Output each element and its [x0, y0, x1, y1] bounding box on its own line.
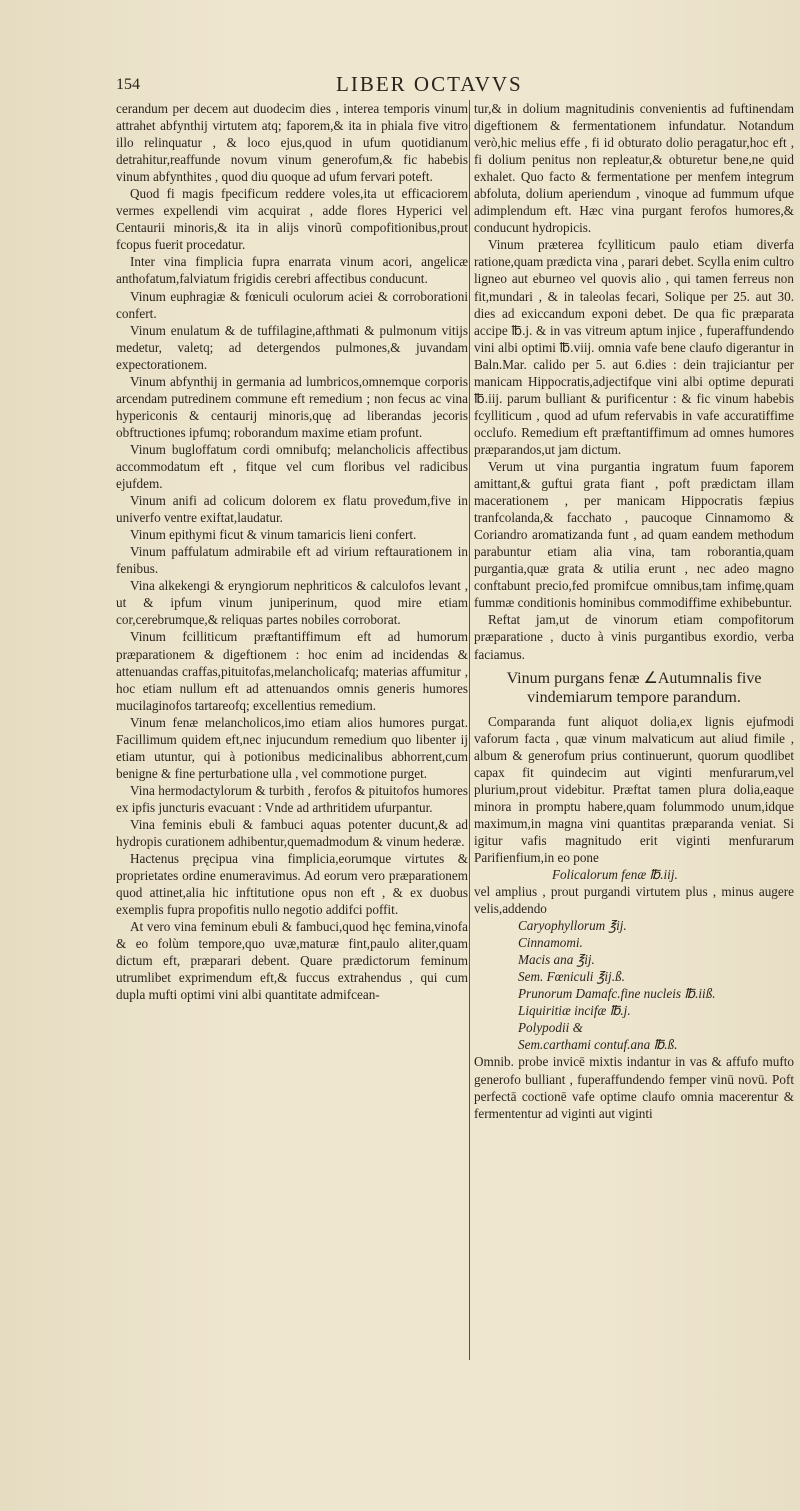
- paragraph: Vinum epithymi ficut & vinum tamaricis lieni confert.: [130, 527, 417, 543]
- paragraph: Vinum fenæ melancholicos,imo etiam alios humores purgat. Facillimum quidem eft,nec injucundum remedium quo libenter ij etiam utuntur, qui à potionibus medicinalibus abhorrent,cum benigne & fine perturbatione ulla , vel commotione purget.: [116, 714, 468, 781]
- paragraph: Vina hermodactylorum & turbith , ferofos & pituitofos humores ex ipfis juncturis evacuant : Vnde ad arthritidem ufurpantur.: [116, 782, 468, 815]
- paragraph: Omnib. probe invicē mixtis indantur in vas & affufo mufto generofo bulliant , fuperaffundendo femper vinū novū. Poft perfectā coctionē vafe optime claufo omnia macerentur & fermententur ad viginti aut viginti: [474, 1054, 794, 1121]
- recipe-item: Polypodii &: [518, 1020, 583, 1036]
- paragraph: Vinum euphragiæ & fœniculi oculorum aciei & corroborationi confert.: [116, 288, 468, 321]
- recipe-line: Folicalorum fenæ ℔.iij.: [552, 866, 678, 882]
- right-column: [474, 100, 794, 1122]
- running-head: LIBER OCTAVVS: [336, 72, 523, 96]
- recipe-item: Sem.carthami contuf.ana ℔.ß.: [518, 1037, 678, 1053]
- recipe-item: Caryophyllorum ℥ij.: [518, 918, 627, 934]
- column-divider: [469, 100, 470, 1360]
- paragraph: Comparanda funt aliquot dolia,ex lignis ejufmodi vaforum facta , quæ vinum malvaticum aut aliud fimile , album & generofum prius continuerunt, quorum quodlibet capax fit quindecim aut viginti menfurarum,vel plurium,prout videbitur. Præftat tamen plura dolia,eaque minora in promptu habere,quam folummodo unum,idque maximum,in magna vini quantitas præparanda veniat. Si igitur vafis magnitudo erit viginti menfurarum Parifienfium,in eo pone: [474, 713, 794, 865]
- page-number: 154: [116, 76, 140, 93]
- paragraph: Vinum paffulatum admirabile eft ad virium reftaurationem in fenibus.: [116, 544, 468, 577]
- paragraph: cerandum per decem aut duodecim dies , interea temporis vinum attrahet abfynthij virtutem atq; faporem,& ita in phiala five vitro illo relinquatur , & loco ejus,quod in ufum quotidianum detrahitur,reaffunde novum vinum generofum,& fic habebis vinum abfynthites , quod diu quoque ad ufum fervari poteft.: [116, 101, 468, 185]
- paragraph: At vero vina feminum ebuli & fambuci,quod hęc femina,vinofa & eo folùm tempore,quo uvæ,maturæ fint,paulo aliter,quam dictum eft, præparari debent. Quare prædictorum feminum utrumlibet exprimendum eft,& fuccus extrahendus , qui cum dupla mufti optimi vini albi quantitate admifcean-: [116, 919, 468, 1003]
- page-header: [116, 72, 786, 98]
- left-column: [116, 100, 468, 1003]
- paragraph: Hactenus pręcipua vina fimplicia,eorumque virtutes & proprietates ordine enumeravimus. Ad eorum vero præparationem quod attinet,alia hic inftitutione opus non eft , & ex duobus exemplis fupra propofitis nullo negotio addifci poffit.: [116, 851, 468, 918]
- paragraph: vel amplius , prout purgandi virtutem plus , minus augere velis,addendo: [474, 884, 794, 917]
- paragraph: Vinum abfynthij in germania ad lumbricos,omnemque corporis arcendam putredinem commune eft remedium ; non fecus ac vina hypericonis & centaurij minoris,quę ad liberandas jecoris obftructiones ipfumq; roborandum maxime etiam profunt.: [116, 373, 468, 440]
- recipe-item: Cinnamomi.: [518, 935, 583, 951]
- paragraph: Vinum bugloffatum cordi omnibufq; melancholicis affectibus accommodatum eft , fitque vel cum floribus vel radicibus ejufdem.: [116, 441, 468, 492]
- paragraph: Vinum anifi ad colicum dolorem ex flatu proveđum,five in univerfo ventre exiftat,laudatur.: [116, 493, 468, 526]
- section-heading: Vinum purgans fenæ ∠Autumnalis five vindemiarum tempore parandum.: [506, 669, 762, 706]
- paragraph: Quod fi magis fpecificum reddere voles,ita ut efficaciorem vermes expellendi vim acquirat , adde flores Hyperici vel Centaurii minoris,& ita in alijs vinorũ compofitionibus,prout fcopus fuerit procedatur.: [116, 186, 468, 253]
- paragraph: Vina feminis ebuli & fambuci aquas potenter ducunt,& ad hydropis curationem adhibentur,quemadmodum & vinum hederæ.: [116, 816, 468, 850]
- paragraph: Vinum fcilliticum præftantiffimum eft ad humorum præparationem & digeftionem : hoc enim ad incidendas & attenuandas craffas,pituitofas,melancholicafq; materias affumitur , hoc etiam nullum eft ad attenuandos omnis generis humores mucilaginofos tartareofq; excellentius remedium.: [116, 629, 468, 713]
- paragraph: Vinum enulatum & de tuffilagine,afthmati & pulmonum vitijs medetur, valetq; ad detergendos pulmones,& juvandam expectorationem.: [116, 322, 468, 372]
- recipe-item: Macis ana ℥ij.: [518, 952, 595, 968]
- paragraph: Reftat jam,ut de vinorum etiam compofitorum præparatione , ducto à vinis purgantibus exordio, verba faciamus.: [474, 612, 794, 662]
- paragraph: Inter vina fimplicia fupra enarrata vinum acori, angelicæ anthofatum,falviatum frigidis cerebri affectibus conducunt.: [116, 254, 468, 287]
- recipe-item: Liquiritiæ incifæ ℔.j.: [518, 1003, 631, 1019]
- paragraph: tur,& in dolium magnitudinis convenientis ad fuftinendam digeftionem & fermentationem infundatur. Notandum verò,hic melius effe , fi id obturato dolio peragatur,hoc eft , fi dolium penitus non repleatur,& obturetur bene,ne quid exhalet. Quo facto & fermentatione per menfem integrum abfoluta, dolium aperiendum , vinoque ad fummum ufque adimplendum eft. Hæc vina purgant ferofos humores,& conducunt hydropicis.: [474, 101, 794, 236]
- paragraph: Verum ut vina purgantia ingratum fuum faporem amittant,& guftui grata fiant , poft prædictam illam macerationem , per manicam Hippocratis fæpius tranfcolanda,& facchato , paucoque Cinnamomo & Coriandro aromatizanda funt , ad quam eandem methodum parabuntur etiam alia vina, tam roborantia,quam purgantia,quæ grata & utilia erunt , nec adeo magno conftabunt precio,fed promifcue omnibus,tam infimę,quam fummæ conditionis hominibus commodiffime exhibebuntur.: [474, 458, 794, 611]
- recipe-item: Prunorum Damafc.fine nucleis ℔.iiß.: [518, 986, 716, 1002]
- paragraph: Vinum præterea fcylliticum paulo etiam diverfa ratione,quam prædicta vina , parari debet. Scylla enim cultro ligneo aut eburneo vel quovis alio , qui tamen ferreus non fit,mundari , & in taleolas fecari, Solique per 25. aut 30. dies ad exiccandum exponi debet. De qua fic præparata accipe ℔.j. & in vas vitreum aptum injice , fuperaffundendo vini albi optimi ℔.viij. omnia vafe bene claufo digerantur in Baln.Mar. calido per 5. aut 6.dies : dein trajiciantur per manicam Hippocratis,adjectifque vini albi optime depurati ℔.iij. parum bulliant & purificentur : & fic vinum habebis fcylliticum , quod ad ufum refervabis in vafe accuratiffime occlufo. Remedium eft præftantiffimum ad omnes humores præparandos,ut jam dictum.: [474, 237, 794, 457]
- paragraph: Vina alkekengi & eryngiorum nephriticos & calculofos levant , ut & ipfum vinum juniperinum, quod mire etiam cor,cerebrumque,& reliquas partes nobiles corroborat.: [116, 578, 468, 628]
- recipe-item: Sem. Fœniculi ℥ij.ß.: [518, 969, 625, 985]
